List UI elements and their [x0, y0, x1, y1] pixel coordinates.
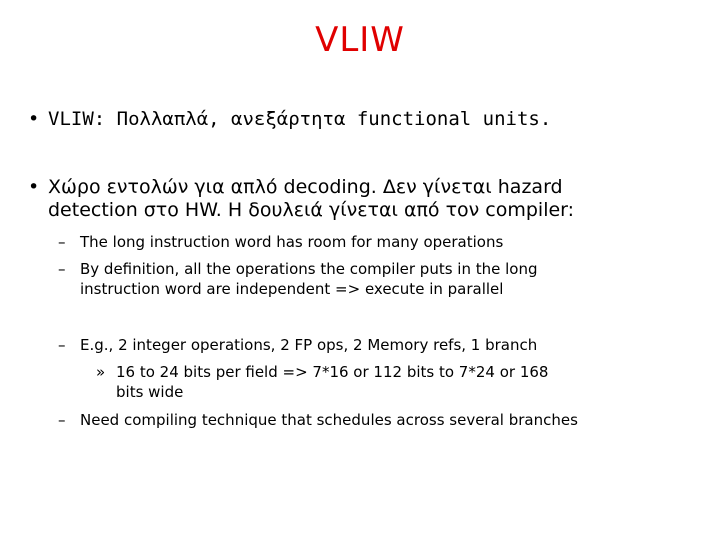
- sub-item-line: The long instruction word has room for many operations: [80, 233, 504, 251]
- dash-marker: –: [58, 411, 66, 429]
- dash-marker: –: [58, 336, 66, 354]
- slide-title: VLIW: [315, 20, 405, 60]
- sub-item-line: instruction word are independent => execute in parallel: [80, 280, 504, 298]
- bullet-marker: •: [28, 108, 40, 130]
- subsub-marker: »: [96, 363, 106, 381]
- sub-item-text: [80, 232, 503, 252]
- sub-item-text: [80, 410, 578, 430]
- bullet-text: [48, 176, 708, 222]
- sub-item-line: Need compiling technique that schedules across several branches: [80, 411, 578, 429]
- subsub-item-text: [116, 362, 548, 402]
- bullet-line: Χώρο εντολών για απλό decoding. Δεν γίνεται hazard: [48, 176, 563, 198]
- sub-item-line: E.g., 2 integer operations, 2 FP ops, 2 Memory refs, 1 branch: [80, 336, 538, 354]
- bullet-line: detection στο HW. Η δουλειά γίνεται από τον compiler:: [48, 199, 575, 221]
- subsub-item-line: bits wide: [116, 383, 184, 401]
- bullet-text: [48, 108, 708, 131]
- dash-marker: –: [58, 233, 66, 251]
- sub-item-text: [80, 259, 538, 299]
- dash-marker: –: [58, 260, 66, 278]
- subsub-item-line: 16 to 24 bits per field => 7*16 or 112 bits to 7*24 or 168: [116, 363, 549, 381]
- sub-item-text: [80, 335, 537, 355]
- sub-item-line: By definition, all the operations the compiler puts in the long: [80, 260, 538, 278]
- bullet-line: VLIW: Πολλαπλά, ανεξάρτητα functional units.: [48, 108, 552, 130]
- bullet-marker: •: [28, 176, 40, 198]
